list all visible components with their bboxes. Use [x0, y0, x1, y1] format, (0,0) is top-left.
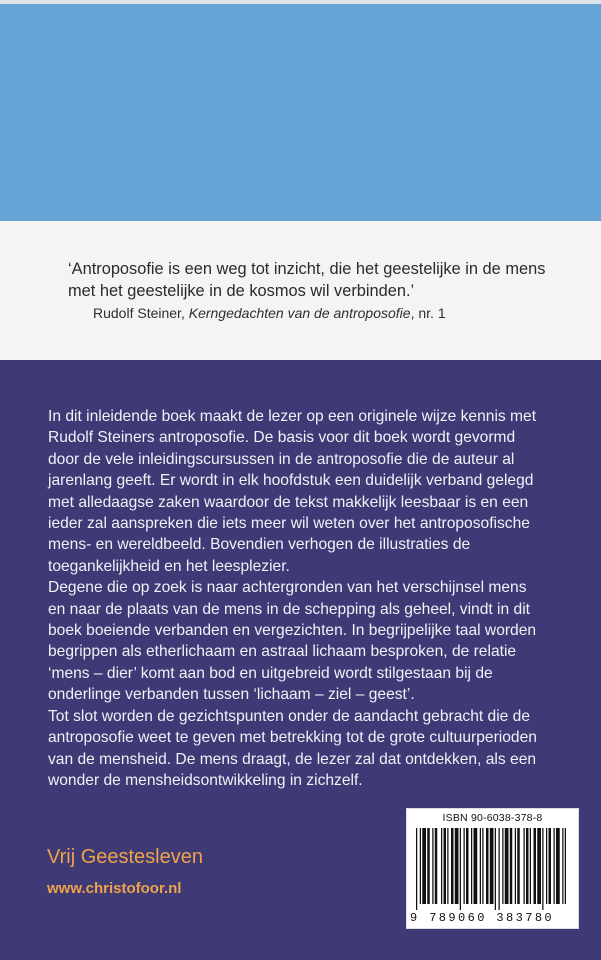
barcode-bar: [474, 828, 478, 904]
barcode-bar: [526, 828, 529, 904]
barcode-bar: [495, 828, 496, 910]
barcode-bar: [524, 828, 525, 904]
barcode-bar: [565, 828, 566, 904]
barcode-bar: [502, 828, 503, 904]
barcode-bar: [515, 828, 516, 904]
barcode-digits: 9 789060 383780: [410, 911, 555, 925]
blurb-paragraph: Tot slot worden de gezichtspunten onder de aandacht gebracht die de antroposofie weet te geven met betrekking tot de grote cultuurperioden van de mensheid. De mens draagt, de lezer zal dat ontdekken, als een wonder de mensheidsontwikkeling in zichzelf.: [48, 707, 537, 789]
barcode-bar: [466, 828, 469, 904]
blurb-paragraph: In dit inleidende boek maakt de lezer op een originele wijze kennis met Rudolf Steiners antroposofie. De basis voor dit boek wordt gevormd door de vele inleidingscursussen in de antroposofie die de auteur al jarenlang geeft. Er wordt in elk hoofdstuk een duidelijk verband gelegd met alledaagse zaken waardoor de tekst makkelijk leesbaar is en een ieder zal aanspreken die iets meer wil weten over het antroposofische mens- en wereldbeeld. Bovendien verhogen de illustraties de toegankelijkheid en het leesplezier.: [48, 408, 537, 575]
barcode-bar: [517, 828, 520, 904]
barcode-bar: [556, 828, 560, 904]
isbn-text: ISBN 90-6038-378-8: [442, 812, 543, 824]
quote-work: Kerngedachten van de antroposofie: [188, 305, 411, 321]
barcode-bar: [480, 828, 481, 904]
barcode-bar: [486, 828, 489, 904]
publisher-website: www.christofoor.nl: [47, 880, 182, 897]
barcode-bar: [562, 828, 563, 904]
quote-attribution: [93, 305, 446, 321]
barcode-bar: [482, 828, 483, 904]
barcode-bar: [447, 828, 448, 904]
barcode-bar: [420, 828, 421, 904]
barcode-bar: [554, 828, 555, 904]
barcode-bar: [534, 828, 537, 904]
barcode: [406, 808, 579, 929]
blurb: [48, 406, 548, 791]
barcode-bar: [530, 828, 531, 904]
barcode-bar: [416, 828, 417, 910]
barcode-bar: [441, 828, 442, 904]
barcode-bar: [471, 828, 472, 904]
top-color-band: [0, 0, 601, 221]
barcode-bar: [444, 828, 447, 904]
barcode-bar: [499, 828, 500, 910]
barcode-bar: [490, 828, 494, 904]
quote-author: Rudolf Steiner,: [93, 305, 189, 321]
barcode-bar: [451, 828, 454, 904]
barcode-bar: [427, 828, 430, 904]
quote-band: [0, 221, 601, 360]
quote-text: ‘Antroposofie is een weg tot inzicht, die het geestelijke in de mens met het geestelijke in de kosmos wil verbinden.’: [68, 260, 546, 300]
barcode-bar: [435, 828, 438, 904]
barcode-bar: [464, 828, 465, 904]
barcode-bar: [432, 828, 433, 904]
quote-ref: , nr. 1: [410, 305, 446, 321]
barcode-bar: [455, 828, 459, 904]
barcode-bar: [460, 828, 461, 910]
barcode-bar: [422, 828, 426, 904]
blurb-paragraph: Degene die op zoek is naar achtergronden van het verschijnsel mens en naar de plaats van de mens in de schepping als geheel, vindt in dit boek boeiende verbanden en vergezichten. In begrijpelijke taal worden begrippen als etherlichaam en astraal lichaam besproken, de relatie ‘mens – dier’ komt aan bod en uitgebreid wordt stilgestaan bij de onderlinge verbanden tussen ‘lichaam – ziel – geest’.: [48, 579, 537, 704]
barcode-bar: [510, 828, 513, 904]
barcode-bar: [505, 828, 509, 904]
barcode-bar: [549, 828, 552, 904]
barcode-bar: [546, 828, 547, 904]
barcode-bar: [537, 828, 541, 904]
publisher-name: Vrij Geestesleven: [47, 846, 203, 868]
barcode-icon: [416, 828, 569, 910]
barcode-bar: [542, 828, 543, 910]
